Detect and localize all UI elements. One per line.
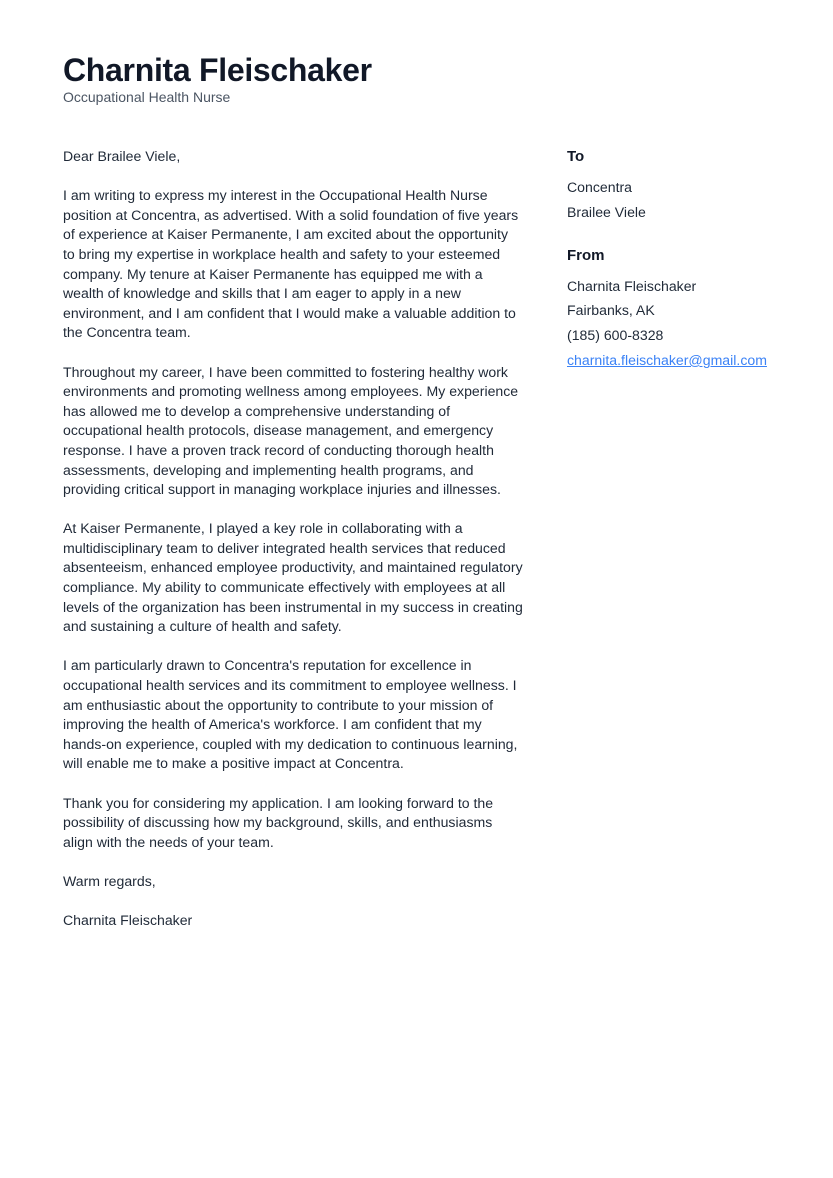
- recipient-company: Concentra: [567, 179, 633, 195]
- recipient-name: Brailee Viele: [567, 203, 646, 220]
- to-heading: To: [567, 148, 585, 165]
- applicant-name: Charnita Fleischaker: [63, 52, 372, 88]
- sender-email-link[interactable]: charnita.fleischaker@gmail.com: [567, 351, 767, 368]
- sender-phone: (185) 600-8328: [567, 327, 664, 344]
- paragraph-motivation: I am particularly drawn to Concentra's reputation for excellence in occupational health services and its commitment to employee wellness. I am enthusiastic about the opportunity to contribute to your mission of improving the health of America's workforce. I am confident that my hands-on experience, coupled with my dedication to continuous learning, will enable me to make a positive impact at Concentra.: [63, 657, 518, 772]
- sender-name: Charnita Fleischaker: [567, 277, 697, 294]
- applicant-job-title: Occupational Health Nurse: [63, 89, 231, 105]
- paragraph-career: Throughout my career, I have been committed to fostering healthy work environments and promoting wellness among employees. My experience has allowed me to develop a comprehensive understanding of occupational health protocols, disease management, and emergency response. I have a proven track record of conducting thorough health assessments, developing and implementing health programs, and providing critical support in managing workplace injuries and illnesses.: [63, 363, 519, 498]
- paragraph-intro: I am writing to express my interest in the Occupational Health Nurse position at Concentra, as advertised. With a solid foundation of five years of experience at Kaiser Permanente, I am excited about the opportunity to bring my expertise in workplace health and safety to your esteemed company. My tenure at Kaiser Permanente has equipped me with a wealth of knowledge and skills that I am eager to apply in a new environment, and I am confident that I would make a valuable addition to the Concentra team.: [63, 187, 519, 341]
- to-section: [567, 147, 807, 225]
- paragraph-thanks: Thank you for considering my application. I am looking forward to the possibility of discussing how my background, skills, and enthusiasms align with the needs of your team.: [63, 794, 494, 850]
- salutation: Dear Brailee Viele,: [63, 148, 181, 164]
- letter-body: [63, 147, 523, 950]
- from-heading: From: [567, 246, 605, 264]
- letter-header: [63, 50, 372, 106]
- signature: Charnita Fleischaker: [63, 912, 193, 929]
- paragraph-experience: At Kaiser Permanente, I played a key role in collaborating with a multidisciplinary team to deliver integrated health services that reduced absenteeism, enhanced employee productivity, and maintained regulatory compliance. My ability to communicate effectively with employees at all levels of the organization has been instrumental in my success in creating and sustaining a culture of health and safety.: [63, 520, 523, 635]
- from-section: [567, 246, 807, 373]
- contact-sidebar: [567, 147, 807, 394]
- closing: Warm regards,: [63, 872, 156, 889]
- sender-location: Fairbanks, AK: [567, 302, 655, 319]
